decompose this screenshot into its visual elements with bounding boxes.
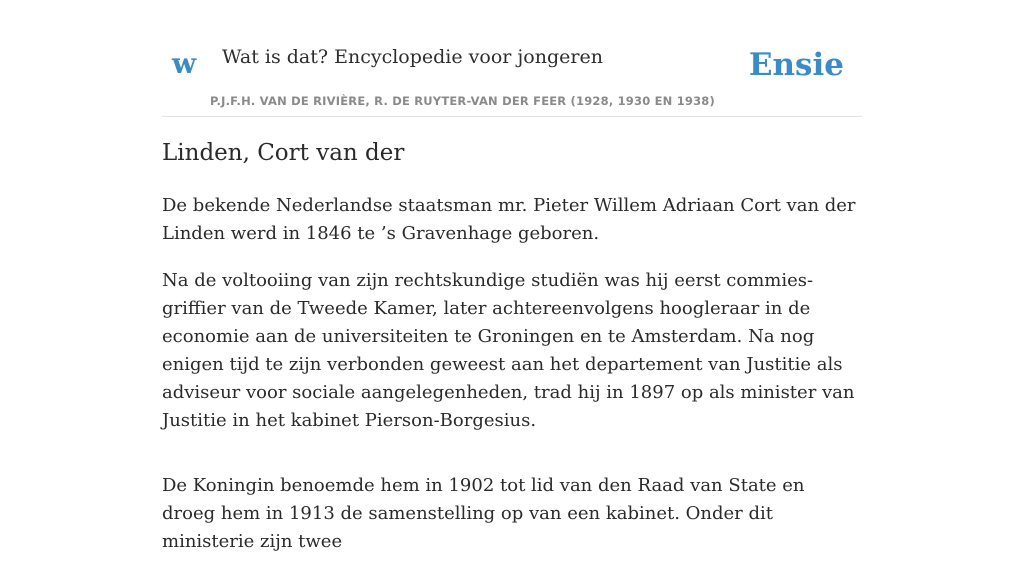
article-title: Linden, Cort van der — [162, 140, 405, 166]
book-authors: P.J.F.H. VAN DE RIVIÈRE, R. DE RUYTER-VAN DER FEER (1928, 1930 EN 1938) — [210, 94, 715, 108]
article-paragraph: De bekende Nederlandse staatsman mr. Pieter Willem Adriaan Cort van der Linden werd in 1846 te ’s Gravenhage geboren. — [162, 195, 856, 244]
book-logo[interactable]: w — [172, 47, 197, 80]
article-paragraph: Na de voltooiing van zijn rechtskundige studiën was hij eerst commies-griffier van de Tweede Kamer, later achtereenvolgens hoogleraar in de economie aan de universiteiten te Groningen en te Amsterdam. Na nog enigen tijd te zijn verbonden geweest aan het departement van Justitie als adviseur voor sociale aangelegenheden, trad hij in 1897 op als minister van Justitie in het kabinet Pierson-Borgesius. — [162, 270, 855, 431]
book-title-link[interactable]: Wat is dat? Encyclopedie voor jongeren — [222, 46, 603, 68]
ensie-logo[interactable]: Ensie — [748, 47, 844, 83]
article-body — [162, 192, 862, 575]
article-paragraph: De Koningin benoemde hem in 1902 tot lid van den Raad van State en droeg hem in 1913 de samenstelling op van een kabinet. Onder dit ministerie zijn twee — [162, 475, 805, 552]
site-header — [162, 0, 862, 117]
